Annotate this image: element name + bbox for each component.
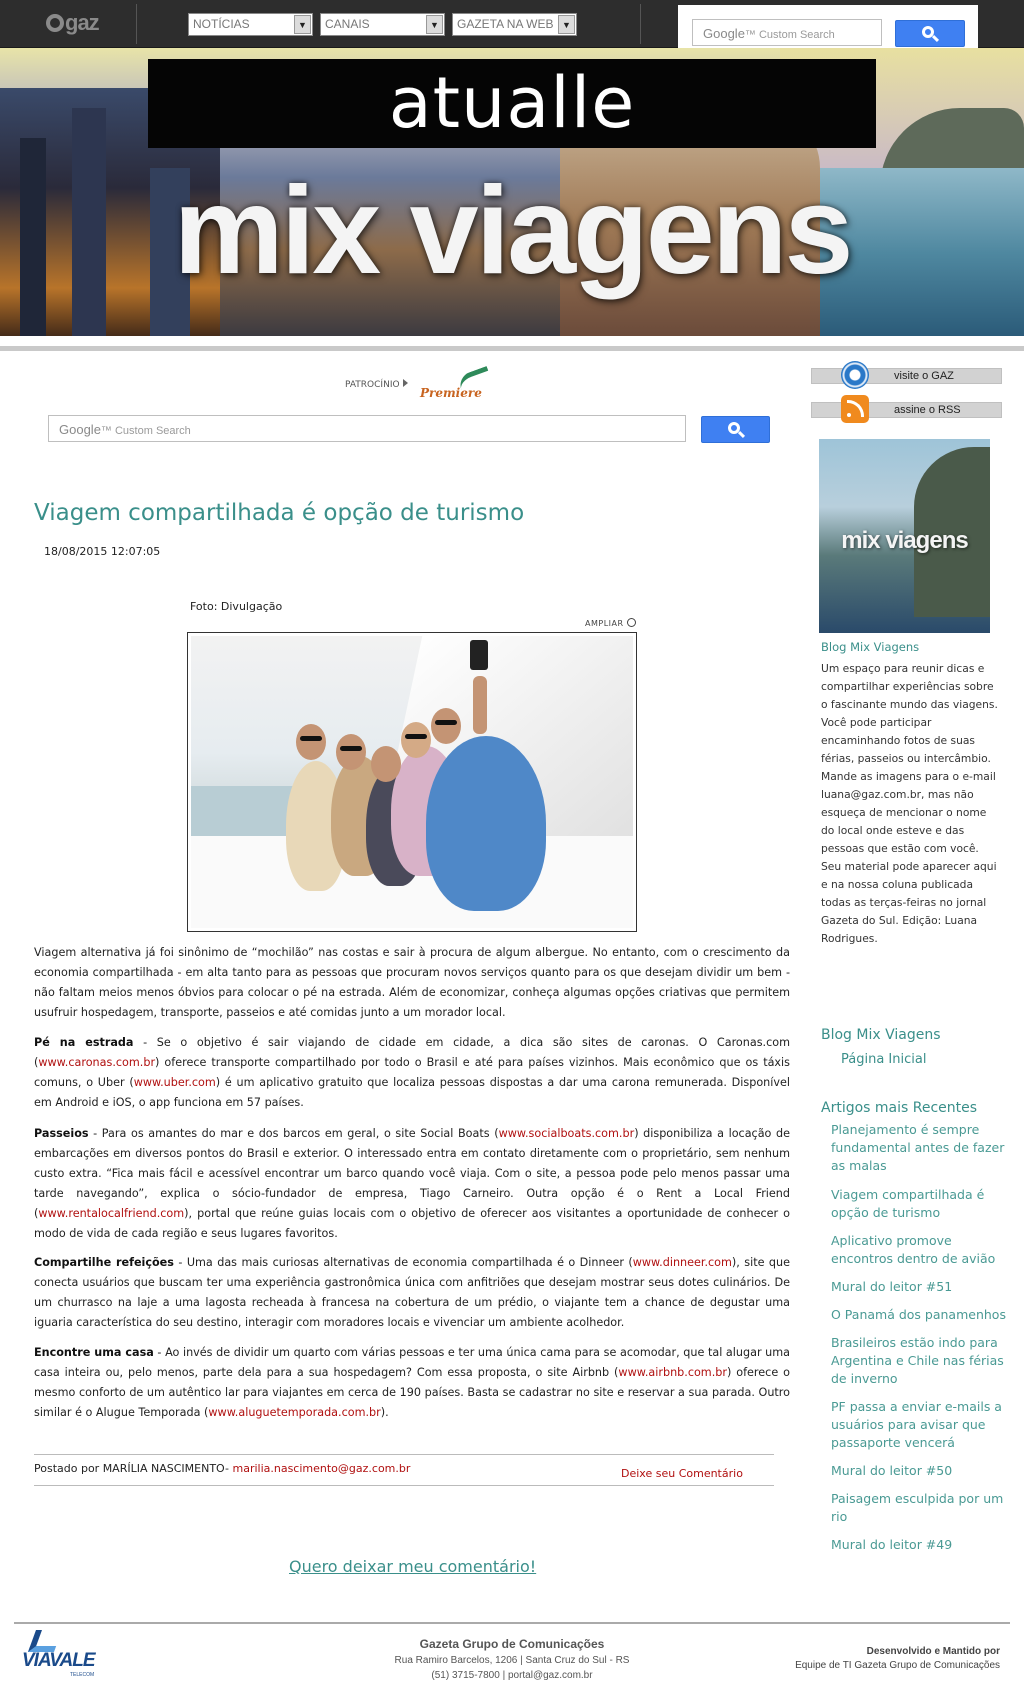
link-dinneer[interactable]: www.dinneer.com <box>632 1256 732 1269</box>
photo-head <box>401 722 431 758</box>
article-paragraph: Compartilhe refeições - Uma das mais curiosas alternativas de economia compartilhada é o Dinneer (www.dinneer.com), site que conecta usuários que buscam ter uma experiência gastronômica única com anfitriões que desejam mostrar seus dotes culinários. De um churrasco na laje a uma lagosta recheada à francesa na cobertura de um prédio, o viajante tem a chance de degustar uma iguaria característica do seu destino, interagir com moradores locais e vivenciar um ambiente acolhedor. <box>34 1256 790 1329</box>
want-comment-link[interactable]: Quero deixar meu comentário! <box>289 1557 537 1576</box>
footer-contact: (51) 3715-7800 | portal@gaz.com.br <box>431 1670 593 1681</box>
recent-item[interactable]: Mural do leitor #49 <box>831 1537 953 1552</box>
footer-address: Rua Ramiro Barcelos, 1206 | Santa Cruz do Sul - RS <box>394 1655 630 1666</box>
article-paragraph: Passeios - Para os amantes do mar e dos barcos em geral, o site Social Boats (www.socialboats.com.br) disponibiliza a locação de embarcações em diversos pontos do Brasil e exterior. O interessado entra em contato diretamente com o proprietário, sem nenhum custo extra. “Fica mais fácil e acessível encontrar um barco quando você viaja. Com o site, a pessoa pode pelo menos passar uma tarde navegando”, explica o sócio-fundador de empresa, Tiago Carneiro. Outra opção é o Rent a Local Friend (www.rentalocalfriend.com), portal que reúne guias locais com o objetivo de oferecer aos visitantes a oportunidade de conhecer o modo de vida de cada região e seus lugares favoritos. <box>34 1127 790 1240</box>
sponsor-logo[interactable]: Premiere <box>420 369 492 401</box>
leave-comment-link[interactable]: Deixe seu Comentário <box>621 1467 743 1480</box>
chevron-down-icon: ▼ <box>426 15 443 34</box>
blog-image-label: mix viagens <box>841 527 968 554</box>
search-icon <box>728 422 740 434</box>
recent-heading: Artigos mais Recentes <box>821 1100 978 1116</box>
select-canais[interactable]: CANAIS ▼ <box>320 13 445 36</box>
recent-item[interactable]: Paisagem esculpida por um rio <box>831 1491 1004 1524</box>
article-paragraph: Viagem alternativa já foi sinônimo de “mochilão” nas costas e sair à procura de algum albergue. No entanto, com o crescimento da economia compartilhada - em alta tanto para as pessoas que procuram novos serviços quanto para os que desejam dividir um bem - não faltam meios menos óbvios para colocar o pé na estrada. Além de economizar, conheça algumas opções criativas que permitem usufruir hospedagem, transporte, passeios e até comidas junto a um morador local. <box>34 946 790 1019</box>
gaz-logo[interactable]: gaz <box>46 10 99 36</box>
sponsor-label: PATROCÍNIO <box>345 379 408 390</box>
rss-icon <box>841 395 869 423</box>
article-title: Viagem compartilhada é opção de turismo <box>34 500 525 526</box>
footer-dev-team: Equipe de TI Gazeta Grupo de Comunicações <box>795 1660 1000 1671</box>
photo-caption: Foto: Divulgação <box>190 600 283 613</box>
top-search-input[interactable]: Google™ Custom Search <box>692 19 882 46</box>
divider <box>34 1454 774 1455</box>
viavale-logo[interactable]: VIAVALE <box>22 1650 95 1671</box>
link-socialboats[interactable]: www.socialboats.com.br <box>498 1127 635 1140</box>
main-search-input[interactable]: Google™ Custom Search <box>48 415 686 442</box>
link-aluguetemporada[interactable]: www.aluguetemporada.com.br <box>208 1406 381 1419</box>
blog-description: Um espaço para reunir dicas e compartilhar experiências sobre o fascinante mundo das viagens. Você pode participar encaminhando fotos de suas férias, passeios ou intercâmbio. Mande as imagens para o e-mail luana@gaz.com.br, mas não esqueça de mencionar o nome do local onde esteve e das pessoas que estão com você. Seu material pode aparecer aqui e na nossa coluna publicada todas as terças-feiras no jornal Gazeta do Sul. Edição: Luana Rodrigues. <box>821 662 998 945</box>
footer-company: Gazeta Grupo de Comunicações <box>419 1637 605 1651</box>
search-icon <box>922 26 934 38</box>
footer-dev-title: Desenvolvido e Mantido por <box>866 1646 1000 1657</box>
chevron-down-icon: ▼ <box>294 15 311 34</box>
zoom-icon <box>627 618 636 627</box>
select-gazeta-na-web[interactable]: GAZETA NA WEB ▼ <box>452 13 577 36</box>
link-rentalocalfriend[interactable]: www.rentalocalfriend.com <box>38 1207 185 1220</box>
article-photo[interactable] <box>187 632 637 932</box>
recent-item[interactable]: Viagem compartilhada é opção de turismo <box>831 1187 985 1220</box>
gaz-logo-icon <box>46 14 64 32</box>
article-paragraph: Pé na estrada - Se o objetivo é sair viajando de cidade em cidade, a dica são sites de caronas. O Caronas.com (www.caronas.com.br) oferece transporte compartilhado por todo o Brasil e até para países vizinhos. Mais econômico que os táxis comuns, o Uber (www.uber.com) é um aplicativo gratuito que localiza pessoas dispostas a dar uma carona remunerada. Disponível em Android e iOS, o app funciona em 57 países. <box>34 1036 791 1109</box>
visit-gaz-button[interactable]: visite o GAZ <box>811 368 1002 384</box>
top-search <box>678 5 978 48</box>
chevron-down-icon: ▼ <box>558 15 575 34</box>
divider <box>640 4 641 44</box>
photo-head <box>371 746 401 782</box>
posted-by: Postado por MARÍLIA NASCIMENTO- marilia.nascimento@gaz.com.br <box>34 1462 411 1475</box>
article-paragraph: Encontre uma casa - Ao invés de dividir um quarto com várias pessoas e ter uma única cama para se acomodar, que tal alugar uma casa inteira ou, pelo menos, parte dela para a sua hospedagem? Com essa proposta, o site Airbnb (www.airbnb.com.br) oferece o mesmo conforto de um autêntico lar para viajantes em cerca de 190 países. Basta se cadastrar no site e reservar a sua parada. Outro similar é o Alugue Temporada (www.aluguetemporada.com.br). <box>34 1346 791 1419</box>
blog-link[interactable]: Blog Mix Viagens <box>821 640 920 654</box>
link-uber[interactable]: www.uber.com <box>133 1076 216 1089</box>
divider <box>34 1485 774 1486</box>
photo-arm <box>473 676 487 734</box>
photo-head <box>296 724 326 760</box>
article-date: 18/08/2015 12:07:05 <box>44 545 161 558</box>
viavale-sub: TELECOM <box>70 1672 95 1678</box>
author-email-link[interactable]: marilia.nascimento@gaz.com.br <box>232 1462 411 1475</box>
photo-head <box>336 734 366 770</box>
recent-item[interactable]: Aplicativo promove encontros dentro de avião <box>831 1233 996 1266</box>
gaz-icon <box>841 361 869 389</box>
recent-item[interactable]: Planejamento é sempre fundamental antes de fazer as malas <box>831 1122 1005 1173</box>
blog-image[interactable] <box>819 439 990 633</box>
viavale-logo-icon <box>28 1630 62 1652</box>
photo-person <box>426 736 546 911</box>
home-link[interactable]: Página Inicial <box>841 1052 927 1067</box>
banner-rule <box>0 346 1024 351</box>
select-noticias[interactable]: NOTÍCIAS ▼ <box>188 13 313 36</box>
rss-button[interactable]: assine o RSS <box>811 402 1002 418</box>
recent-item[interactable]: O Panamá dos panamenhos <box>831 1307 1006 1322</box>
recent-item[interactable]: Brasileiros estão indo para Argentina e Chile nas férias de inverno <box>831 1335 1004 1386</box>
link-airbnb[interactable]: www.airbnb.com.br <box>618 1366 727 1379</box>
recent-item[interactable]: Mural do leitor #50 <box>831 1463 953 1478</box>
photo-head <box>431 708 461 744</box>
blog-heading[interactable]: Blog Mix Viagens <box>821 1027 941 1043</box>
link-caronas[interactable]: www.caronas.com.br <box>38 1056 156 1069</box>
main-search-button[interactable] <box>701 416 770 443</box>
photo-sunglasses <box>435 720 457 725</box>
photo-sunglasses <box>405 734 427 739</box>
photo-sunglasses <box>340 746 362 751</box>
banner-title: atualle <box>388 62 636 144</box>
banner-subtitle: mix viagens <box>173 162 851 300</box>
top-search-button[interactable] <box>895 20 965 47</box>
photo-phone <box>470 640 488 670</box>
top-bar <box>0 0 1024 48</box>
recent-item[interactable]: Mural do leitor #51 <box>831 1279 953 1294</box>
ampliar-link[interactable]: AMPLIAR <box>585 618 636 628</box>
divider <box>136 4 137 44</box>
recent-item[interactable]: PF passa a enviar e-mails a usuários para avisar que passaporte vencerá <box>831 1399 1002 1450</box>
footer-rule <box>14 1622 1010 1624</box>
banner <box>0 48 1024 336</box>
photo-scene <box>191 636 633 928</box>
photo-sunglasses <box>300 736 322 741</box>
